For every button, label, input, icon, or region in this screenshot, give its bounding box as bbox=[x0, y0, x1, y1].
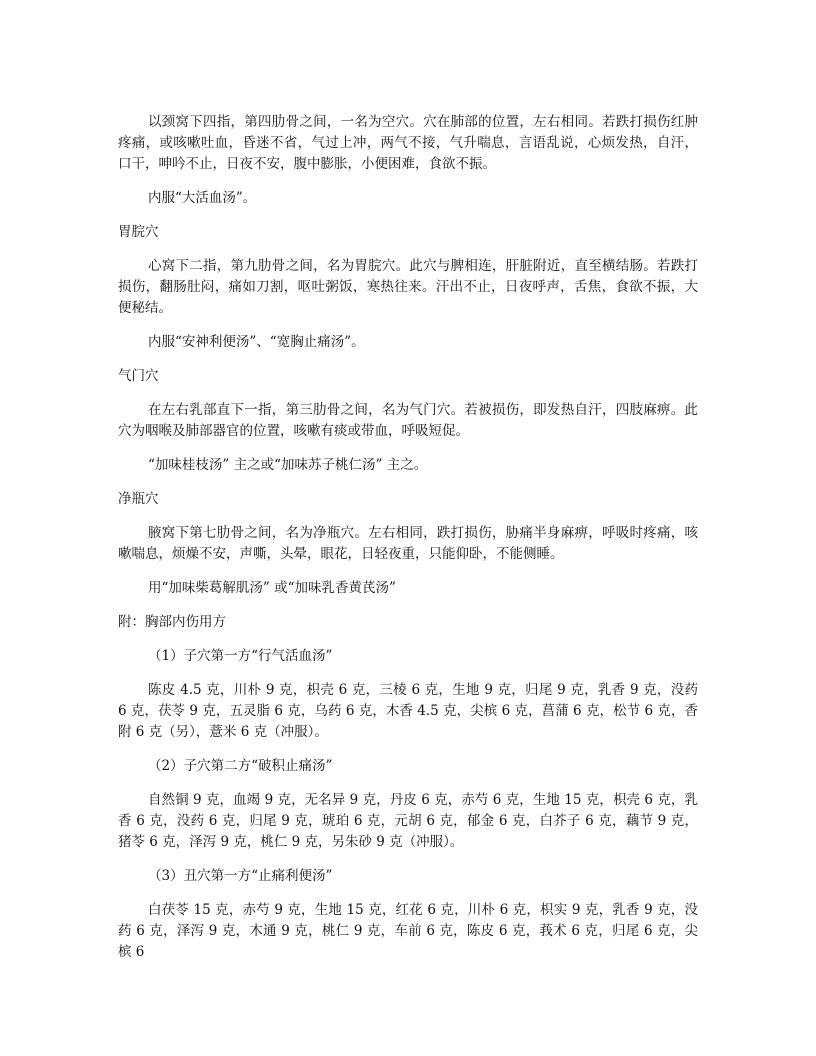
paragraph-qimen-description: 在左右乳部直下一指，第三肋骨之间，名为气门穴。若被损伤，即发热自汗，四肢麻痹。此穴为咽喉及肺部器官的位置，咳嗽有痰或带血，呼吸短促。 bbox=[118, 402, 698, 439]
prescription-ingredients-1: 陈皮 4.5 克，川朴 9 克，枳壳 6 克，三棱 6 克，生地 9 克，归尾 9 克，乳香 9 克，没药 6 克，茯苓 9 克，五灵脂 6 克，乌药 6 克，木香 4.5 克，尖槟 6 克，菖蒲 6 克，松节 6 克，香附 6 克（另），薏米 6 克（冲服）。 bbox=[118, 682, 698, 740]
paragraph-jingping-description: 腋窝下第七肋骨之间，名为净瓶穴。左右相同，跌打损伤，胁痛半身麻痹，呼吸时疼痛，咳嗽喘息，烦燥不安，声嘶，头晕，眼花，日轻夜重，只能仰卧，不能侧睡。 bbox=[118, 525, 698, 562]
prescription-title-1: （1）子穴第一方“行气活血汤” bbox=[148, 648, 333, 664]
prescription-title-2: （2）子穴第二方“破积止痛汤” bbox=[148, 758, 333, 774]
paragraph-kongxue-description: 以颈窝下四指，第四肋骨之间，一名为空穴。穴在肺部的位置，左右相同。若跌打损伤红肿疼痛，或咳嗽吐血，昏迷不省，气过上冲，两气不接，气升喘息，言语乱说，心烦发热，自汗，口干，呻吟不止，日夜不安，腹中膨胀，小便困难，食欲不振。 bbox=[118, 114, 698, 172]
heading-weiwan-point: 胃脘穴 bbox=[118, 224, 159, 240]
paragraph-weiwan-description: 心窝下二指，第九肋骨之间，名为胃脘穴。此穴与脾相连，肝脏附近，直至横结肠。若跌打损伤，翻肠肚闷，痛如刀割，呕吐粥饭，寒热往来。汗出不止，日夜呼声，舌焦，食欲不振，大便秘结。 bbox=[118, 258, 698, 316]
prescription-ingredients-3: 白茯苓 15 克，赤芍 9 克，生地 15 克，红花 6 克，川朴 6 克，枳实 9 克，乳香 9 克，没药 6 克，泽泻 9 克，木通 9 克，桃仁 9 克，车前 6 克，陈皮 6 克，莪术 6 克，归尾 6 克，尖槟 6 bbox=[118, 902, 698, 960]
paragraph-weiwan-treatment: 内服“安神利便汤”、“宽胸止痛汤”。 bbox=[148, 334, 365, 350]
prescription-title-3: （3）丑穴第一方“止痛利便汤” bbox=[148, 868, 333, 884]
paragraph-kongxue-treatment: 内服“大活血汤”。 bbox=[148, 190, 257, 206]
heading-appendix-prescriptions: 附：胸部内伤用方 bbox=[118, 614, 226, 630]
paragraph-jingping-treatment: 用“加味柴葛解肌汤” 或“加味乳香黄芪汤” bbox=[148, 580, 396, 596]
prescription-ingredients-2: 自然铜 9 克，血竭 9 克，无名异 9 克，丹皮 6 克，赤芍 6 克，生地 15 克，枳壳 6 克，乳香 6 克，没药 6 克，归尾 9 克，琥珀 6 克，元胡 6 克，郁金 6 克，白芥子 6 克，藕节 9 克，猪苓 6 克，泽泻 9 克，桃仁 9 克，另朱砂 9 克（冲服）。 bbox=[118, 792, 698, 850]
document-page bbox=[118, 112, 698, 963]
heading-jingping-point: 净瓶穴 bbox=[118, 491, 159, 507]
heading-qimen-point: 气门穴 bbox=[118, 368, 159, 384]
paragraph-qimen-treatment: “加味桂枝汤” 主之或“加味苏子桃仁汤” 主之。 bbox=[148, 457, 428, 473]
